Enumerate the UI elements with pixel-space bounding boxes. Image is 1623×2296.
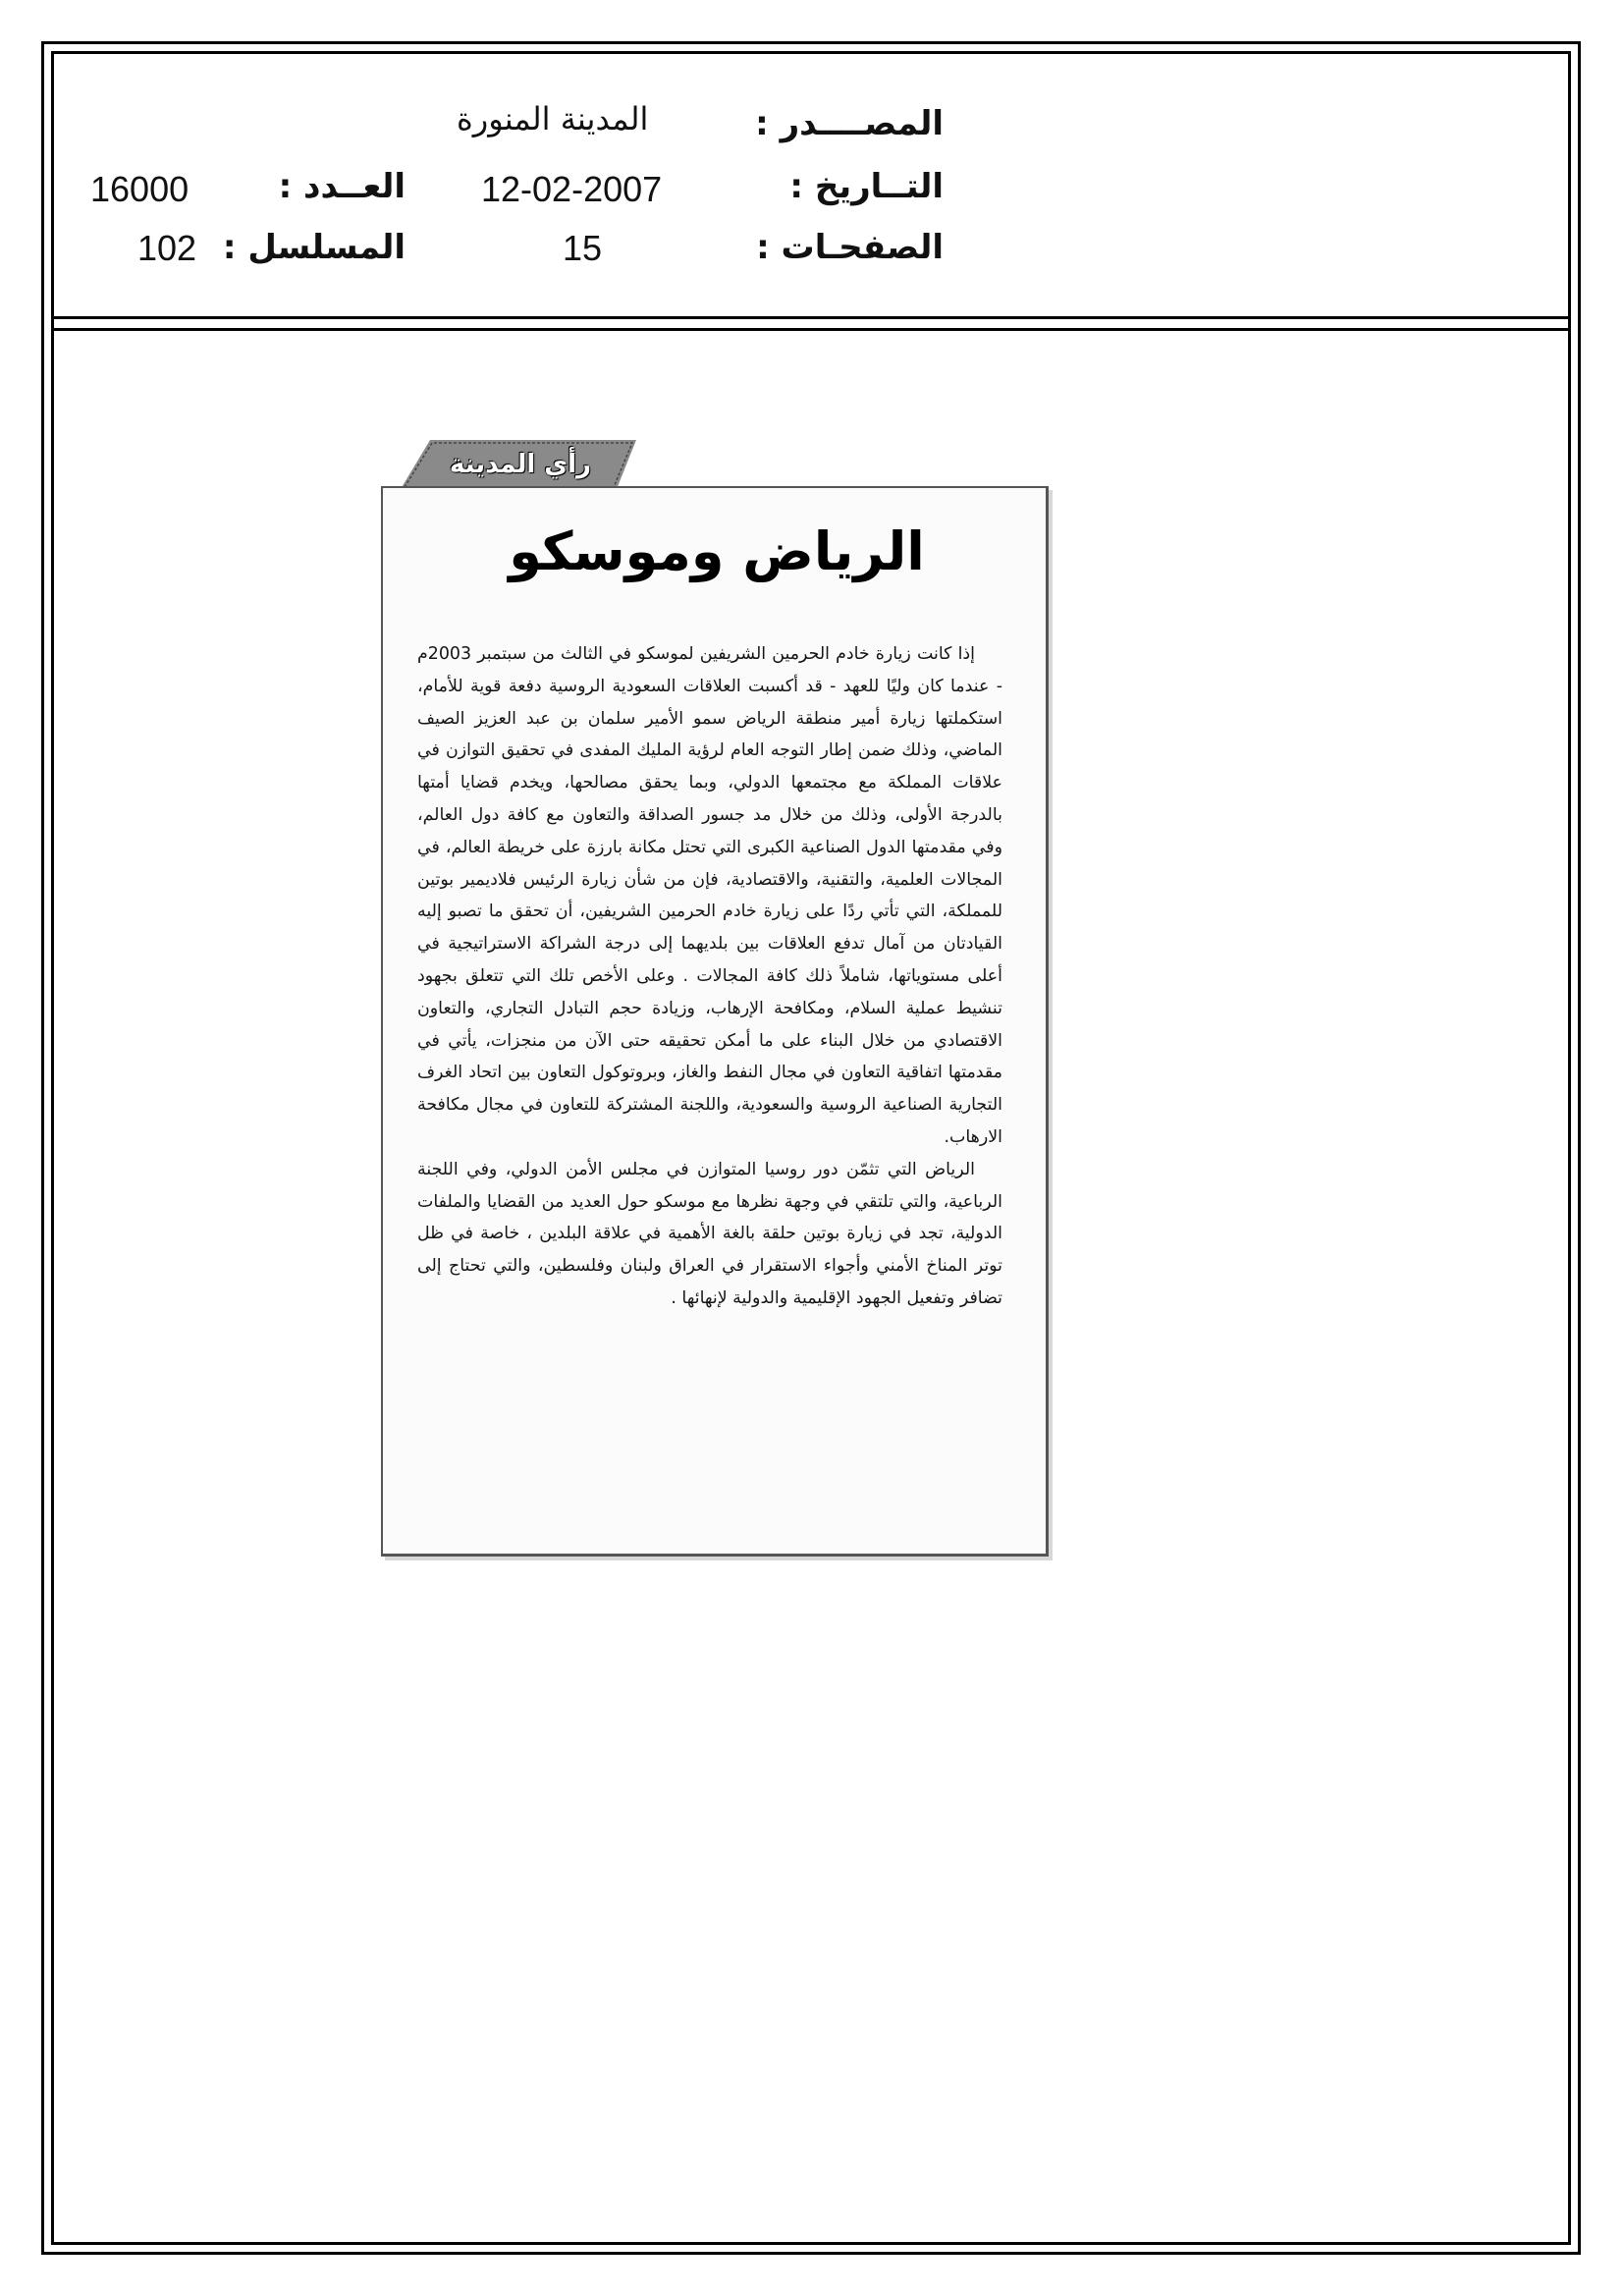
- source-label: المصــــدر :: [755, 104, 944, 143]
- header-divider-2: [51, 328, 1571, 331]
- source-value: المدينة المنورة: [457, 100, 649, 137]
- article-paragraph: إذا كانت زيارة خادم الحرمين الشريفين لموسكو في الثالث من سبتمبر 2003م - عندما كان وليًا للعهد - قد أكسبت العلاقات السعودية الروسية دفعة قوية للأمام، استكملتها زيارة أمير منطقة الرياض سمو الأمير سلمان بن عبد العزيز الصيف الماضي، وذلك ضمن إطار التوجه العام لرؤية المليك المفدى في تحقيق التوازن في علاقات المملكة مع مجتمعها الدولي، وبما يحقق مصالحها، ويخدم قضايا أمتها بالدرجة الأولى، وذلك من خلال مد جسور الصداقة والتعاون مع كافة دول العالم، وفي مقدمتها الدول الصناعية الكبرى التي تحتل مكانة بارزة على خريطة العالم، في المجالات العلمية، والتقنية، والاقتصادية، فإن من شأن زيارة الرئيس فلاديمير بوتين للمملكة، التي تأتي ردًا على زيارة خادم الحرمين الشريفين، أن تحقق ما تصبو إليه القيادتان من آمال تدفع العلاقات بين بلديهما إلى درجة الشراكة الاستراتيجية في أعلى مستوياتها، شاملاً ذلك كافة المجالات . وعلى الأخص تلك التي تتعلق بجهود تنشيط عملية السلام، ومكافحة الإرهاب، وزيادة حجم التبادل التجاري، والتعاون الاقتصادي من خلال البناء على ما أمكن تحقيقه حتى الآن من منجزات، يأتي في مقدمتها اتفاقية التعاون في مجال النفط والغاز، وبروتوكول التعاون بين اتحاد الغرف التجارية الصناعية الروسية والسعودية، واللجنة المشتركة للتعاون في مجال مكافحة الارهاب.: [417, 644, 1002, 1147]
- date-label: التــاريخ :: [789, 167, 944, 206]
- serial-label: المسلسل :: [222, 228, 406, 267]
- pages-label: الصفحـات :: [756, 228, 944, 267]
- issue-label: العــدد :: [278, 167, 406, 206]
- date-value: 12-02-2007: [481, 169, 663, 209]
- article-body: [417, 638, 1002, 1315]
- header-divider: [51, 316, 1571, 319]
- pages-value: 15: [563, 228, 603, 268]
- article-paragraph: الرياض التي تثمّن دور روسيا المتوازن في مجلس الأمن الدولي، وفي اللجنة الرباعية، والتي تلتقي في وجهة نظرها مع موسكو حول العديد من القضايا والملفات الدولية، تجد في زيارة بوتين حلقة بالغة الأهمية في علاقة البلدين ، خاصة في ظل توتر المناخ الأمني وأجواء الاستقرار في العراق ولبنان وفلسطين، والتي تحتاج إلى تضافر وتفعيل الجهود الإقليمية والدولية لإنهائها .: [417, 1159, 1002, 1308]
- serial-value: 102: [137, 228, 197, 268]
- section-tab-label: رأي المدينة: [449, 450, 592, 479]
- article-headline: الرياض وموسكو: [509, 520, 925, 582]
- issue-value: 16000: [90, 169, 189, 209]
